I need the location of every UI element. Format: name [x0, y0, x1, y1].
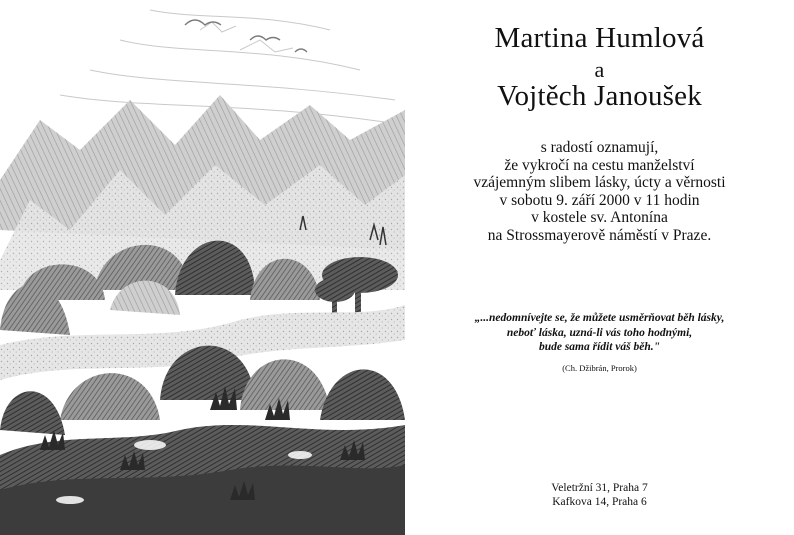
address-line: Kafkova 14, Praha 6	[552, 495, 647, 508]
address-line: Veletržní 31, Praha 7	[551, 482, 648, 494]
quote-line: neboť láska, uzná-li vás toho hodnými,	[506, 326, 693, 339]
announcement-line: v sobotu 9. září 2000 v 11 hodin	[499, 191, 700, 209]
bride-name: Martina Humlová	[494, 22, 705, 54]
name-conjunction: a	[594, 57, 605, 82]
announcement-line: v kostele sv. Antonína	[531, 209, 668, 226]
announcement-line: s radostí oznamují,	[540, 139, 659, 156]
announcement-line: na Strossmayerově náměstí v Praze.	[487, 226, 712, 244]
quote-attribution: (Ch. Džibrán, Prorok)	[562, 363, 637, 373]
quote-line: bude sama řídit váš běh."	[538, 341, 661, 353]
quote	[405, 311, 794, 355]
addresses	[405, 482, 794, 509]
invitation-text-panel	[405, 0, 794, 535]
wedding-announcement	[405, 139, 794, 244]
announcement-line: vzájemným slibem lásky, úcty a věrnosti	[473, 174, 726, 191]
quote-line: „...nedomnívejte se, že můžete usměrňovat běh lásky,	[474, 312, 725, 324]
announcement-line: že vykročí na cestu manželství	[504, 156, 695, 174]
groom-name: Vojtěch Janoušek	[497, 80, 702, 112]
